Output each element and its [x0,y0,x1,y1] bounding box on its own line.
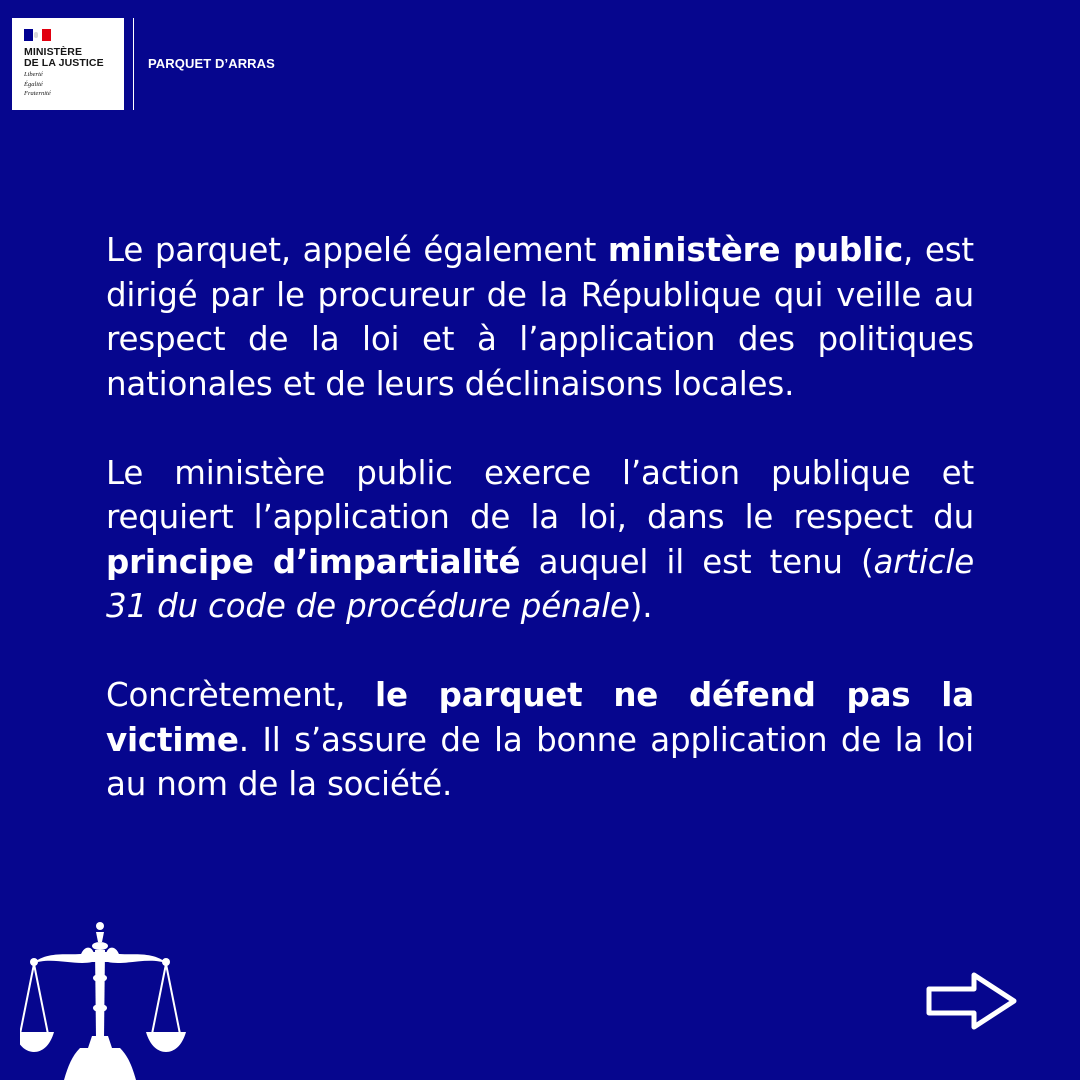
logo-name-line1: MINISTÈRE [24,46,83,58]
emphasis-ne-defend-pas: le parquet ne défend pas la victime [106,676,974,759]
legal-reference: article 31 du code de procédure pénale [106,542,974,625]
org-name: PARQUET D’ARRAS [148,56,275,71]
logo-name-line2: DE LA JUSTICE [24,57,104,69]
scales-of-justice-icon [20,918,190,1080]
right-arrow-icon[interactable] [924,970,1020,1032]
paragraph-2: Le ministère public exerce l’action publique et requiert l’application de la loi, dans le respect du principe d’impartialité auquel il est tenu (article 31 du code de procédure pénale). [106,453,974,625]
paragraph-3: Concrètement, le parquet ne défend pas la victime. Il s’assure de la bonne application de la loi au nom de la société. [106,676,974,803]
motto-liberte: Liberté [24,71,43,78]
emphasis-impartialite: principe d’impartialité [106,542,521,581]
emphasis-ministere-public: ministère public [607,231,904,269]
french-flag-icon [24,29,51,41]
ministry-logo [12,18,124,110]
header-divider [133,18,134,110]
motto-egalite: Égalité [24,80,43,88]
main-text [106,228,974,807]
paragraph-1: Le parquet, appelé également ministère public, est dirigé par le procureur de la République qui veille au respect de la loi et à l’application des politiques nationales et de leurs déclinaisons locales. [106,231,974,403]
motto-fraternite: Fraternité [24,90,51,97]
